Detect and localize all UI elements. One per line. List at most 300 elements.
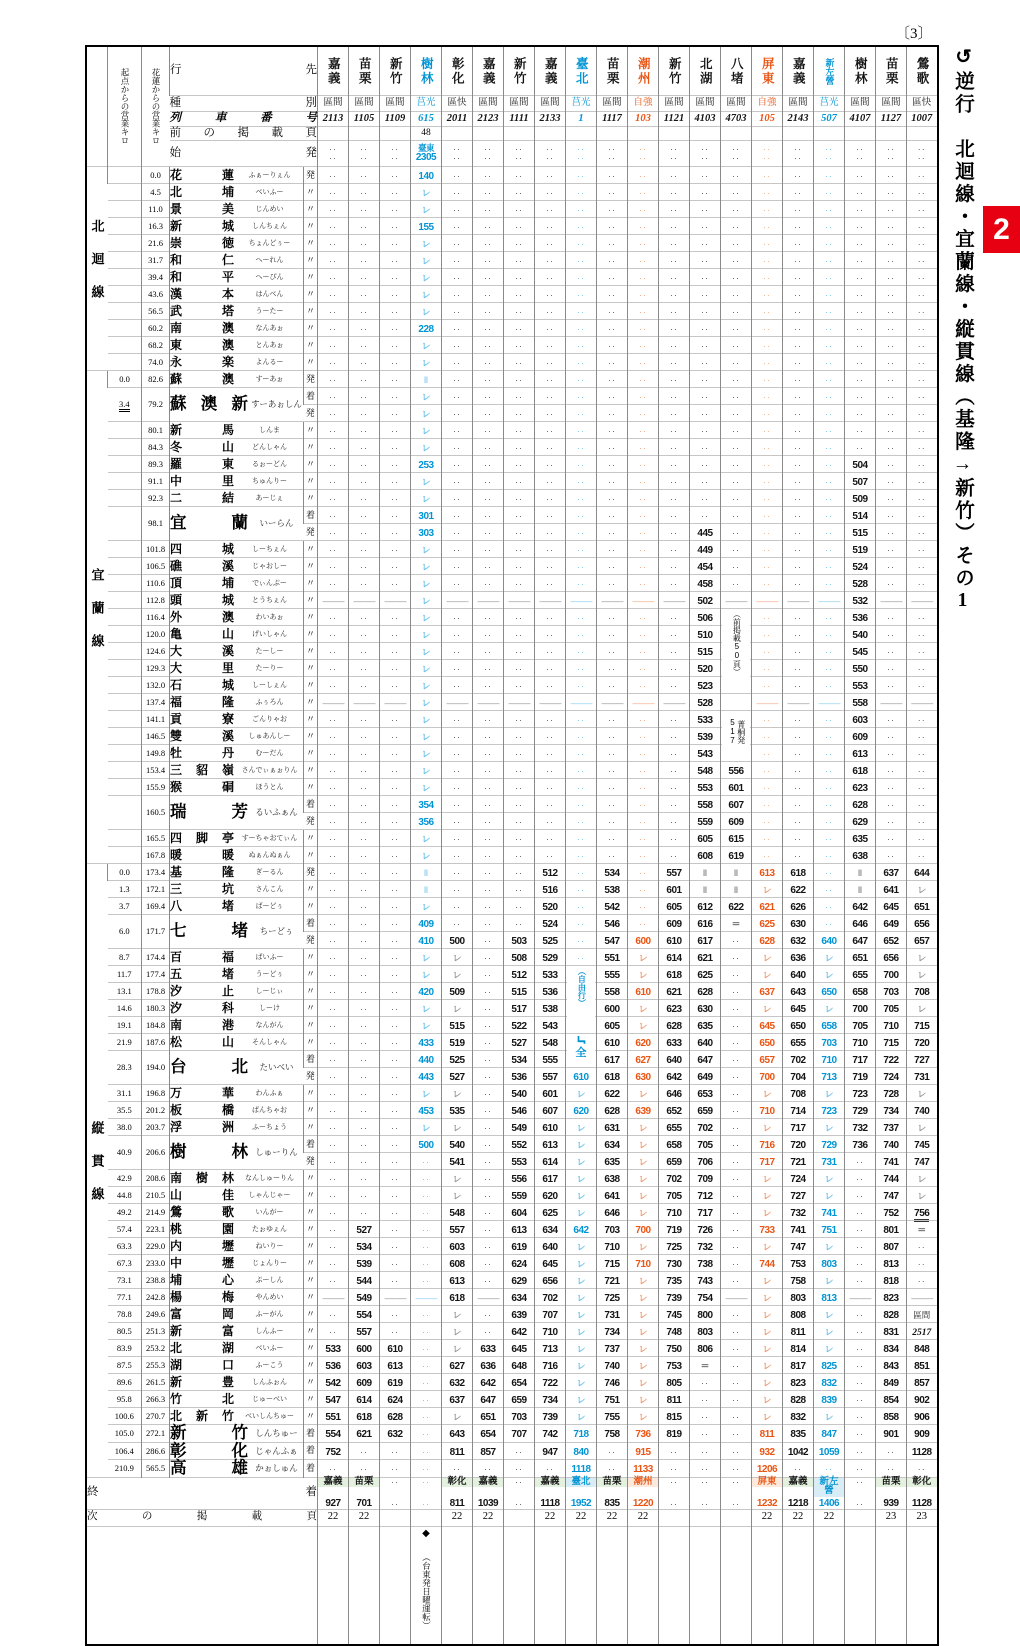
time-cell: ·· — [814, 558, 845, 575]
train-number: 1127 — [876, 112, 907, 127]
time-cell: ·· — [318, 575, 349, 592]
time-cell: ·· — [752, 456, 783, 473]
time-cell: ——— — [473, 592, 504, 609]
station-name: 富岡 ふーがん — [170, 1306, 304, 1323]
time-cell: レ — [752, 1306, 783, 1323]
time-cell: ·· — [349, 252, 380, 269]
station-name: 七堵 ちーどぅ — [170, 915, 304, 949]
time-cell: ·· — [504, 303, 535, 320]
time-cell: 849 — [876, 1374, 907, 1391]
time-cell: ·· — [752, 728, 783, 745]
time-cell: レ — [752, 966, 783, 983]
time-cell: 629 — [504, 1272, 535, 1289]
km-cell: 73.1 — [108, 1272, 142, 1289]
time-cell: ·· — [411, 1323, 442, 1340]
first-station: ·· ·· — [349, 141, 380, 167]
time-cell: ·· — [318, 1034, 349, 1051]
time-cell: ·· — [504, 643, 535, 660]
time-cell: ·· — [380, 1034, 411, 1051]
station-row — [86, 966, 938, 983]
km-cell: 89.6 — [108, 1374, 142, 1391]
time-cell: レ — [566, 1391, 597, 1408]
time-cell: レ — [752, 1374, 783, 1391]
time-cell: ·· — [659, 1442, 690, 1460]
time-cell: 600 — [349, 1340, 380, 1357]
time-cell: ·· — [442, 218, 473, 235]
time-cell: ·· — [318, 490, 349, 507]
station-name: 板橋 ばんちゃお — [170, 1102, 304, 1119]
time-cell: ——— — [318, 694, 349, 711]
time-cell: ·· — [318, 949, 349, 966]
time-cell: ·· — [380, 1017, 411, 1034]
section-badge: 2 — [983, 206, 1020, 253]
time-cell: ·· — [597, 643, 628, 660]
km-cell: 14.6 — [108, 1000, 142, 1017]
time-cell: 546 — [597, 915, 628, 932]
time-cell: 708 — [783, 1085, 814, 1102]
time-cell: ·· — [721, 371, 752, 388]
time-cell: 801 — [876, 1221, 907, 1238]
time-cell: 628 — [659, 1017, 690, 1034]
time-cell: ·· — [907, 779, 938, 796]
time-cell: ·· — [814, 473, 845, 490]
terminus-cell: 潮州 1220 — [628, 1477, 659, 1509]
time-cell: 507 — [845, 473, 876, 490]
time-cell: ·· — [411, 1204, 442, 1221]
time-cell: ·· — [473, 388, 504, 405]
time-cell: ·· — [411, 1460, 442, 1478]
time-cell: ·· — [907, 218, 938, 235]
time-cell: ·· — [907, 439, 938, 456]
time-cell: ·· — [876, 643, 907, 660]
train-number-row: 列車番号 2113 1105 1109 615 2011 2123 1111 2133 1 1117 103 1121 4103 4703 105 2143 507 4107 1127 1007 — [86, 112, 938, 127]
time-cell: ·· — [721, 320, 752, 337]
time-cell: ·· — [876, 1442, 907, 1460]
time-cell: 737 — [876, 1119, 907, 1136]
arrival-departure-mark: 〃 — [304, 1204, 318, 1221]
time-cell: レ — [752, 1204, 783, 1221]
km-cell: 178.8 — [142, 983, 170, 1000]
time-cell: 735 — [659, 1272, 690, 1289]
km-cell: 110.6 — [142, 575, 170, 592]
station-name: 汐止 しーじぃ — [170, 983, 304, 1000]
km-cell — [108, 184, 142, 201]
time-cell: ·· — [566, 796, 597, 813]
station-name: 彰化 じゃんふぁ — [170, 1442, 304, 1460]
km-cell: 106.4 — [108, 1442, 142, 1460]
next-page: 22 — [814, 1509, 845, 1526]
time-cell: ·· — [814, 371, 845, 388]
time-cell: レ — [411, 660, 442, 677]
time-cell: ·· — [318, 524, 349, 541]
time-cell: ·· — [380, 405, 411, 422]
km-cell: 210.9 — [108, 1460, 142, 1478]
next-page: 22 — [597, 1509, 628, 1526]
time-cell: ·· — [349, 269, 380, 286]
train-destination: 樹林 — [411, 46, 442, 96]
time-cell: レ — [411, 609, 442, 626]
time-cell: 724 — [876, 1068, 907, 1085]
time-cell: ·· — [659, 320, 690, 337]
time-cell: 619 — [504, 1238, 535, 1255]
time-cell: 722 — [876, 1051, 907, 1068]
time-cell: ·· — [597, 337, 628, 354]
time-cell: 828 — [876, 1306, 907, 1323]
time-cell: ·· — [845, 1391, 876, 1408]
prev-page — [783, 127, 814, 141]
time-cell: 504 — [845, 456, 876, 473]
km-cell: 261.5 — [142, 1374, 170, 1391]
km-cell — [108, 303, 142, 320]
time-cell: ·· — [535, 558, 566, 575]
time-cell: ·· — [814, 1460, 845, 1478]
time-cell: レ — [411, 269, 442, 286]
time-cell: ＝ — [690, 1357, 721, 1374]
time-cell: ·· — [721, 1119, 752, 1136]
km-cell: 196.8 — [142, 1085, 170, 1102]
terminus-cell: 彰化 811 — [442, 1477, 473, 1509]
time-cell: ·· — [597, 779, 628, 796]
time-cell: ·· — [721, 1034, 752, 1051]
time-cell: ·· — [659, 201, 690, 218]
time-cell: ·· — [597, 218, 628, 235]
time-cell: ·· — [721, 1051, 752, 1068]
time-cell: ·· — [442, 456, 473, 473]
time-cell: 538 — [535, 1000, 566, 1017]
time-cell: ·· — [814, 609, 845, 626]
time-cell: ·· — [752, 660, 783, 677]
time-cell: 1206 — [752, 1460, 783, 1478]
station-name: 山佳 しゃんじゃー — [170, 1187, 304, 1204]
station-name: 礁溪 じゃおしー — [170, 558, 304, 575]
time-cell: ·· — [721, 456, 752, 473]
time-cell: レ — [566, 1289, 597, 1306]
first-station: ·· ·· — [380, 141, 411, 167]
time-cell: ·· — [721, 269, 752, 286]
time-cell: 727 — [783, 1187, 814, 1204]
time-cell: ·· — [566, 388, 597, 405]
time-cell: 610 — [628, 983, 659, 1000]
arrival-departure-mark: 〃 — [304, 847, 318, 864]
station-name: 花蓮 ふぁーりぇん — [170, 167, 304, 184]
km-cell — [108, 439, 142, 456]
arrival-departure-mark: 〃 — [304, 1408, 318, 1425]
terminus-cell: ·· ·· — [380, 1477, 411, 1509]
time-cell: ·· — [566, 218, 597, 235]
train-type: 區快 — [907, 96, 938, 112]
time-cell: ·· — [814, 388, 845, 405]
time-cell: 548 — [442, 1204, 473, 1221]
time-cell: ·· — [566, 235, 597, 252]
time-cell: 717 — [752, 1153, 783, 1170]
extension-cell — [814, 1526, 845, 1645]
km-cell — [108, 456, 142, 473]
time-cell: ——— — [566, 694, 597, 711]
time-cell: ——— — [907, 694, 938, 711]
time-cell: 825 — [814, 1357, 845, 1374]
station-name: 羅東 るぉーどん — [170, 456, 304, 473]
station-row — [86, 1136, 938, 1153]
arrival-departure-mark: 〃 — [304, 541, 318, 558]
station-name: 中壢 じょんりー — [170, 1255, 304, 1272]
train-type: 區間 — [504, 96, 535, 112]
time-cell: ·· — [845, 1374, 876, 1391]
time-cell: ·· — [473, 609, 504, 626]
time-cell: ·· — [721, 337, 752, 354]
time-cell: 725 — [659, 1238, 690, 1255]
time-cell: ——— — [783, 592, 814, 609]
time-cell: ·· — [597, 405, 628, 422]
time-cell: 715 — [597, 1255, 628, 1272]
time-cell: レ — [411, 677, 442, 694]
time-cell: ·· — [907, 371, 938, 388]
time-cell: ·· — [721, 184, 752, 201]
time-cell: 808 — [783, 1306, 814, 1323]
time-cell: ·· — [504, 609, 535, 626]
arrival-departure-mark: 〃 — [304, 1221, 318, 1238]
time-cell: 540 — [442, 1136, 473, 1153]
time-cell: ·· — [473, 371, 504, 388]
arrival-departure-mark: 発 — [304, 1068, 318, 1085]
time-cell: ·· — [597, 252, 628, 269]
time-cell: ·· — [597, 762, 628, 779]
time-cell: 453 — [411, 1102, 442, 1119]
time-cell: ·· — [907, 830, 938, 847]
km-cell — [108, 490, 142, 507]
time-cell: ·· — [442, 830, 473, 847]
time-cell: 621 — [752, 898, 783, 915]
time-cell: レ — [752, 1340, 783, 1357]
train-destination: 潮州 — [628, 46, 659, 96]
station-name: 雙溪 しゅあんしー — [170, 728, 304, 745]
station-name: 蘇澳 すーあぉ — [170, 371, 304, 388]
train-number: 1111 — [504, 112, 535, 127]
time-cell: ·· — [349, 439, 380, 456]
station-row — [86, 388, 938, 405]
time-cell: 740 — [876, 1136, 907, 1153]
time-cell: ·· — [814, 660, 845, 677]
time-cell: ·· — [907, 524, 938, 541]
time-cell: 534 — [504, 1051, 535, 1068]
time-cell: 502 — [690, 592, 721, 609]
time-cell: ·· — [876, 490, 907, 507]
km-cell — [108, 201, 142, 218]
time-cell: 620 — [535, 1187, 566, 1204]
time-cell: ·· — [659, 541, 690, 558]
line-label: 縦貫線 — [86, 864, 108, 1478]
train-destination: 彰化 — [442, 46, 473, 96]
time-cell: 857 — [473, 1442, 504, 1460]
time-cell: 630 — [690, 1000, 721, 1017]
station-row — [86, 303, 938, 320]
station-name: 桃園 たぉゆぇん — [170, 1221, 304, 1238]
km-cell: 21.9 — [108, 1034, 142, 1051]
time-cell: ·· — [473, 354, 504, 371]
time-cell: ·· — [628, 388, 659, 405]
time-cell: ·· — [411, 1238, 442, 1255]
time-cell: ·· — [566, 830, 597, 847]
time-cell: 618 — [597, 1068, 628, 1085]
time-cell: ·· — [659, 830, 690, 847]
time-cell: ·· — [411, 1187, 442, 1204]
time-cell: ·· — [380, 1119, 411, 1136]
time-cell: ·· — [597, 1460, 628, 1478]
extension-cell — [504, 1526, 535, 1645]
time-cell: 721 — [783, 1153, 814, 1170]
time-cell: レ — [907, 966, 938, 983]
time-cell: ·· — [442, 847, 473, 864]
time-cell: ·· — [473, 490, 504, 507]
time-cell: 536 — [845, 609, 876, 626]
time-cell: ·· — [473, 456, 504, 473]
time-cell: ·· — [535, 269, 566, 286]
next-page-row: 次の掲載頁 22 22 22 22 22 22 22 22 22 22 22 23 23 — [86, 1509, 938, 1526]
time-cell: 835 — [783, 1425, 814, 1443]
time-cell: ·· — [845, 1306, 876, 1323]
time-cell: ·· — [876, 439, 907, 456]
time-cell: ·· — [752, 796, 783, 813]
station-row — [86, 1034, 938, 1051]
time-cell: ·· — [504, 575, 535, 592]
time-cell: 614 — [659, 949, 690, 966]
km-cell: 74.0 — [142, 354, 170, 371]
time-cell: ·· — [442, 524, 473, 541]
time-cell: 705 — [876, 1000, 907, 1017]
km-cell: 95.8 — [108, 1391, 142, 1408]
time-cell: ·· — [535, 371, 566, 388]
time-cell: ·· — [349, 405, 380, 422]
time-cell: ·· — [380, 167, 411, 184]
time-cell: ·· — [349, 422, 380, 439]
time-cell: ·· — [597, 388, 628, 405]
first-station: ·· ·· — [690, 141, 721, 167]
time-cell: レ — [411, 252, 442, 269]
arrival-departure-mark: 〃 — [304, 1102, 318, 1119]
time-cell: 613 — [752, 864, 783, 881]
km-cell: 35.5 — [108, 1102, 142, 1119]
time-cell: 736 — [845, 1136, 876, 1153]
time-cell: 628 — [845, 796, 876, 813]
next-page — [411, 1509, 442, 1526]
time-cell: 720 — [907, 1034, 938, 1051]
time-cell: レ — [628, 1357, 659, 1374]
time-cell: 751 — [597, 1391, 628, 1408]
km-cell: 42.9 — [108, 1170, 142, 1187]
time-cell: ·· — [876, 762, 907, 779]
time-cell: ·· — [752, 320, 783, 337]
time-cell: 510 — [690, 626, 721, 643]
arrival-departure-mark: 〃 — [304, 1238, 318, 1255]
km-cell: 87.5 — [108, 1357, 142, 1374]
time-cell: レ — [814, 1272, 845, 1289]
time-cell: ·· — [349, 1442, 380, 1460]
time-cell: ·· — [783, 286, 814, 303]
time-cell: レ — [628, 1204, 659, 1221]
time-cell: ·· — [721, 1221, 752, 1238]
km-cell: 172.1 — [142, 881, 170, 898]
time-cell: ——— — [721, 592, 752, 609]
station-name: 南港 なんがん — [170, 1017, 304, 1034]
time-cell: 651 — [907, 898, 938, 915]
time-cell: ·· — [845, 184, 876, 201]
time-cell: ·· — [907, 286, 938, 303]
time-cell: 639 — [504, 1306, 535, 1323]
time-cell: ·· — [628, 745, 659, 762]
time-cell: 646 — [597, 1204, 628, 1221]
time-cell: レ — [411, 711, 442, 728]
time-cell: ·· — [659, 269, 690, 286]
time-cell: ·· — [318, 779, 349, 796]
time-cell: 628 — [597, 1102, 628, 1119]
time-cell: レ — [411, 1017, 442, 1034]
time-cell: 228 — [411, 320, 442, 337]
time-cell: レ — [628, 1170, 659, 1187]
time-cell: ·· — [597, 422, 628, 439]
time-cell: ·· — [907, 167, 938, 184]
station-row — [86, 1442, 938, 1460]
time-cell: ·· — [318, 1068, 349, 1085]
time-cell: 624 — [504, 1255, 535, 1272]
km-cell: 253.2 — [142, 1340, 170, 1357]
time-cell: 622 — [721, 898, 752, 915]
time-cell: ·· — [504, 711, 535, 728]
time-cell: レ — [752, 1187, 783, 1204]
time-cell: ·· — [473, 524, 504, 541]
km-cell: 155.9 — [142, 779, 170, 796]
time-cell: ·· — [876, 337, 907, 354]
time-cell: ·· — [442, 558, 473, 575]
station-name: 南樹林 なんしゅーりん — [170, 1170, 304, 1187]
km-cell — [108, 830, 142, 847]
line-label: 宜蘭線 — [86, 371, 108, 864]
km-cell: 78.8 — [108, 1306, 142, 1323]
time-cell: ‖ — [721, 864, 752, 881]
time-cell: ·· — [349, 558, 380, 575]
time-cell: ·· — [318, 303, 349, 320]
time-cell: ·· — [783, 337, 814, 354]
train-type: 莒光 — [411, 96, 442, 112]
time-cell: 652 — [876, 932, 907, 949]
first-station: ·· ·· — [442, 141, 473, 167]
time-cell: ·· — [597, 541, 628, 558]
time-cell: ·· — [845, 269, 876, 286]
time-cell: 732 — [783, 1204, 814, 1221]
time-cell: 656 — [876, 949, 907, 966]
time-cell: レ — [628, 1306, 659, 1323]
station-name: 北湖 べいふー — [170, 1340, 304, 1357]
station-row — [86, 167, 938, 184]
time-cell: ·· — [318, 728, 349, 745]
time-cell: ·· — [473, 184, 504, 201]
time-cell: ·· — [721, 1340, 752, 1357]
time-cell: ·· — [473, 1170, 504, 1187]
time-cell: 618 — [442, 1289, 473, 1306]
time-cell: 605 — [597, 1017, 628, 1034]
km-cell — [108, 694, 142, 711]
time-cell: ·· — [566, 847, 597, 864]
time-cell: ·· — [380, 575, 411, 592]
time-cell: ·· — [628, 541, 659, 558]
time-cell: ·· — [783, 473, 814, 490]
time-cell: ·· — [411, 1425, 442, 1443]
time-cell: レ — [752, 949, 783, 966]
time-cell: レ — [411, 439, 442, 456]
time-cell: ·· — [535, 796, 566, 813]
time-cell: 559 — [504, 1187, 535, 1204]
time-cell: 734 — [876, 1102, 907, 1119]
time-cell: ·· — [907, 558, 938, 575]
time-cell: ·· — [659, 575, 690, 592]
